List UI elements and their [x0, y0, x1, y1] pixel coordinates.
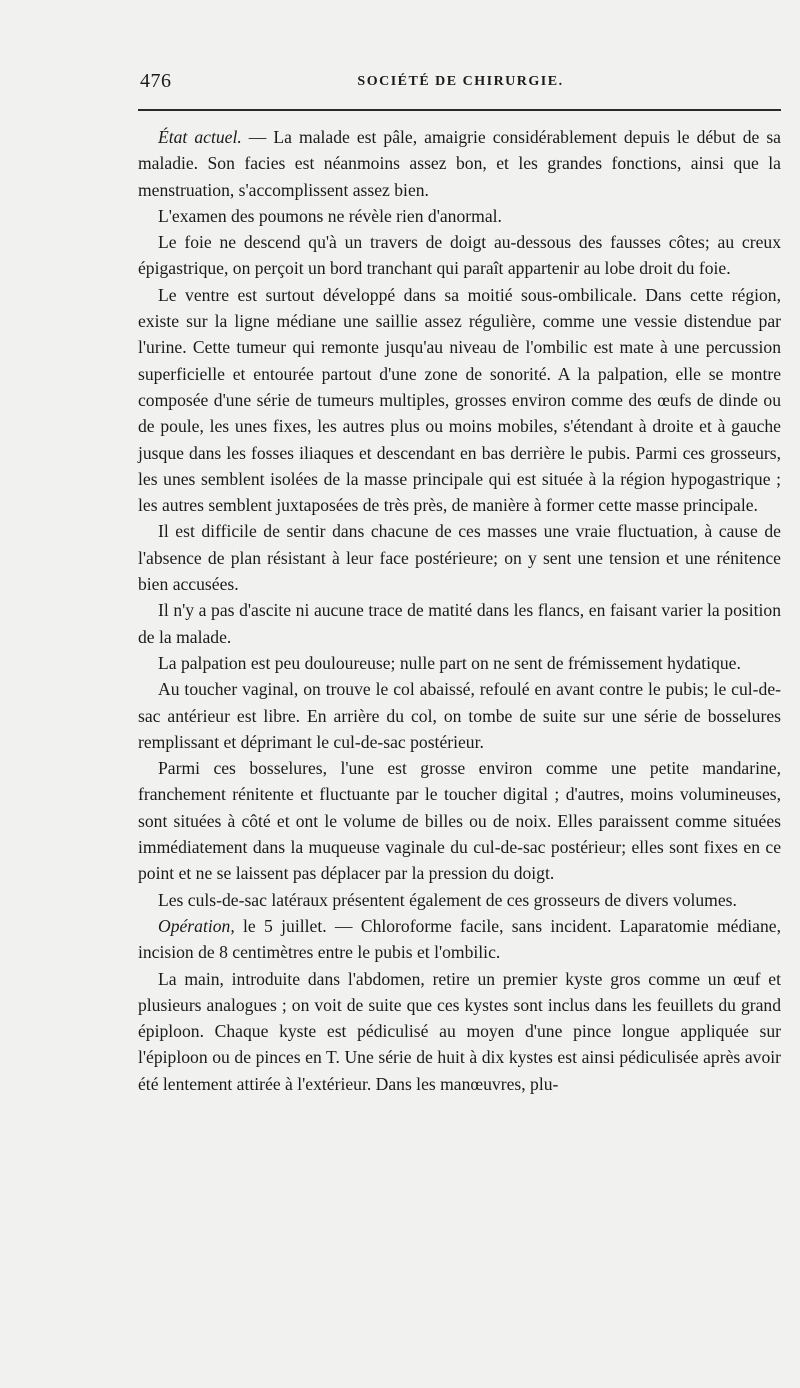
paragraph-text: Le ventre est surtout développé dans sa moitié sous-ombilicale. Dans cette région, existe sur la ligne médiane une saillie assez régulière, comme une vessie distendue par l'urine. Cette tumeur qui remonte jusqu'au niveau de l'ombilic est mate à une percussion superficielle et entourée partout d'une zone de sonorité. A la palpation, elle se montre composée d'une série de tumeurs multiples, grosses environ comme des œufs de dinde ou de poule, les unes fixes, les autres plus ou moins mobiles, s'étendant à droite et à gauche jusque dans les fosses iliaques et descendant en bas derrière le pubis. Parmi ces grosseurs, les unes semblent isolées de la masse principale qui est située à la région hypogastrique ; les autres semblent juxtaposées de très près, de manière à former cette masse principale.: [138, 284, 781, 516]
paragraph: [138, 282, 781, 519]
paragraph-text: — La malade est pâle, amaigrie considérablement depuis le début de sa maladie. Son facies est néanmoins assez bon, et les grandes fonctions, ainsi que la menstruation, s'accomplissent assez bien.: [138, 127, 781, 200]
paragraph: [138, 124, 781, 203]
paragraph: [138, 966, 781, 1097]
running-head: [140, 70, 781, 100]
paragraph-text: Il n'y a pas d'ascite ni aucune trace de matité dans les flancs, en faisant varier la position de la malade.: [138, 600, 781, 647]
paragraph: [138, 229, 781, 282]
paragraph-text: le 5 juillet. — Chloroforme facile, sans incident. Laparatomie médiane, incision de 8 centimètres entre le pubis et l'ombilic.: [138, 915, 781, 963]
paragraph-text: Il est difficile de sentir dans chacune de ces masses une vraie fluctuation, à cause de l'absence de plan résistant à leur face postérieure; on y sent une tension et une rénitence bien accusées.: [138, 521, 781, 595]
paragraph-text: La main, introduite dans l'abdomen, retire un premier kyste gros comme un œuf et plusieurs analogues ; on voit de suite que ces kystes sont inclus dans les feuillets du grand épiploon. Chaque kyste est pédiculisé au moyen d'une pince longue appliquée sur l'épiploon ou de pinces en T. Une série de huit à dix kystes est ainsi pédiculisée après avoir été lentement attirée à l'extérieur. Dans les manœuvres, plu-: [138, 968, 781, 1094]
paragraph: [138, 755, 781, 886]
header-rule: [138, 109, 781, 111]
paragraph: [138, 887, 781, 913]
paragraph-text: Le foie ne descend qu'à un travers de doigt au-dessous des fausses côtes; au creux épigastrique, on perçoit un bord tranchant qui paraît appartenir au lobe droit du foie.: [138, 232, 781, 279]
running-head-title: SOCIÉTÉ DE CHIRURGIE.: [357, 74, 564, 89]
paragraph-text: La palpation est peu douloureuse; nulle part on ne sent de frémissement hydatique.: [158, 652, 741, 673]
paragraph: [138, 650, 781, 676]
body-text: [138, 124, 781, 1097]
paragraph-text: Parmi ces bosselures, l'une est grosse environ comme une petite mandarine, franchement rénitente et fluctuante par le toucher digital ; d'autres, moins volumineuses, sont situées à côté et ont le volume de billes ou de noix. Elles paraissent comme situées immédiatement dans la muqueuse vaginale du cul-de-sac postérieur; elles sont fixes en ce point et ne se laissent pas déplacer par la pression du doigt.: [138, 758, 781, 884]
page-number: 476: [140, 70, 172, 92]
paragraph-lead: État actuel.: [158, 127, 242, 147]
paragraph: [138, 676, 781, 755]
paragraph-lead: Opération,: [158, 915, 235, 936]
paragraph: [138, 518, 781, 597]
paragraph: [138, 913, 781, 966]
paragraph-text: L'examen des poumons ne révèle rien d'anormal.: [158, 205, 502, 226]
paragraph-text: Au toucher vaginal, on trouve le col abaissé, refoulé en avant contre le pubis; le cul-de-sac antérieur est libre. En arrière du col, on tombe de suite sur une série de bosselures remplissant et déprimant le cul-de-sac postérieur.: [138, 679, 781, 752]
paragraph: [138, 597, 781, 650]
paragraph: [138, 203, 781, 229]
paragraph-text: Les culs-de-sac latéraux présentent également de ces grosseurs de divers volumes.: [158, 889, 737, 910]
